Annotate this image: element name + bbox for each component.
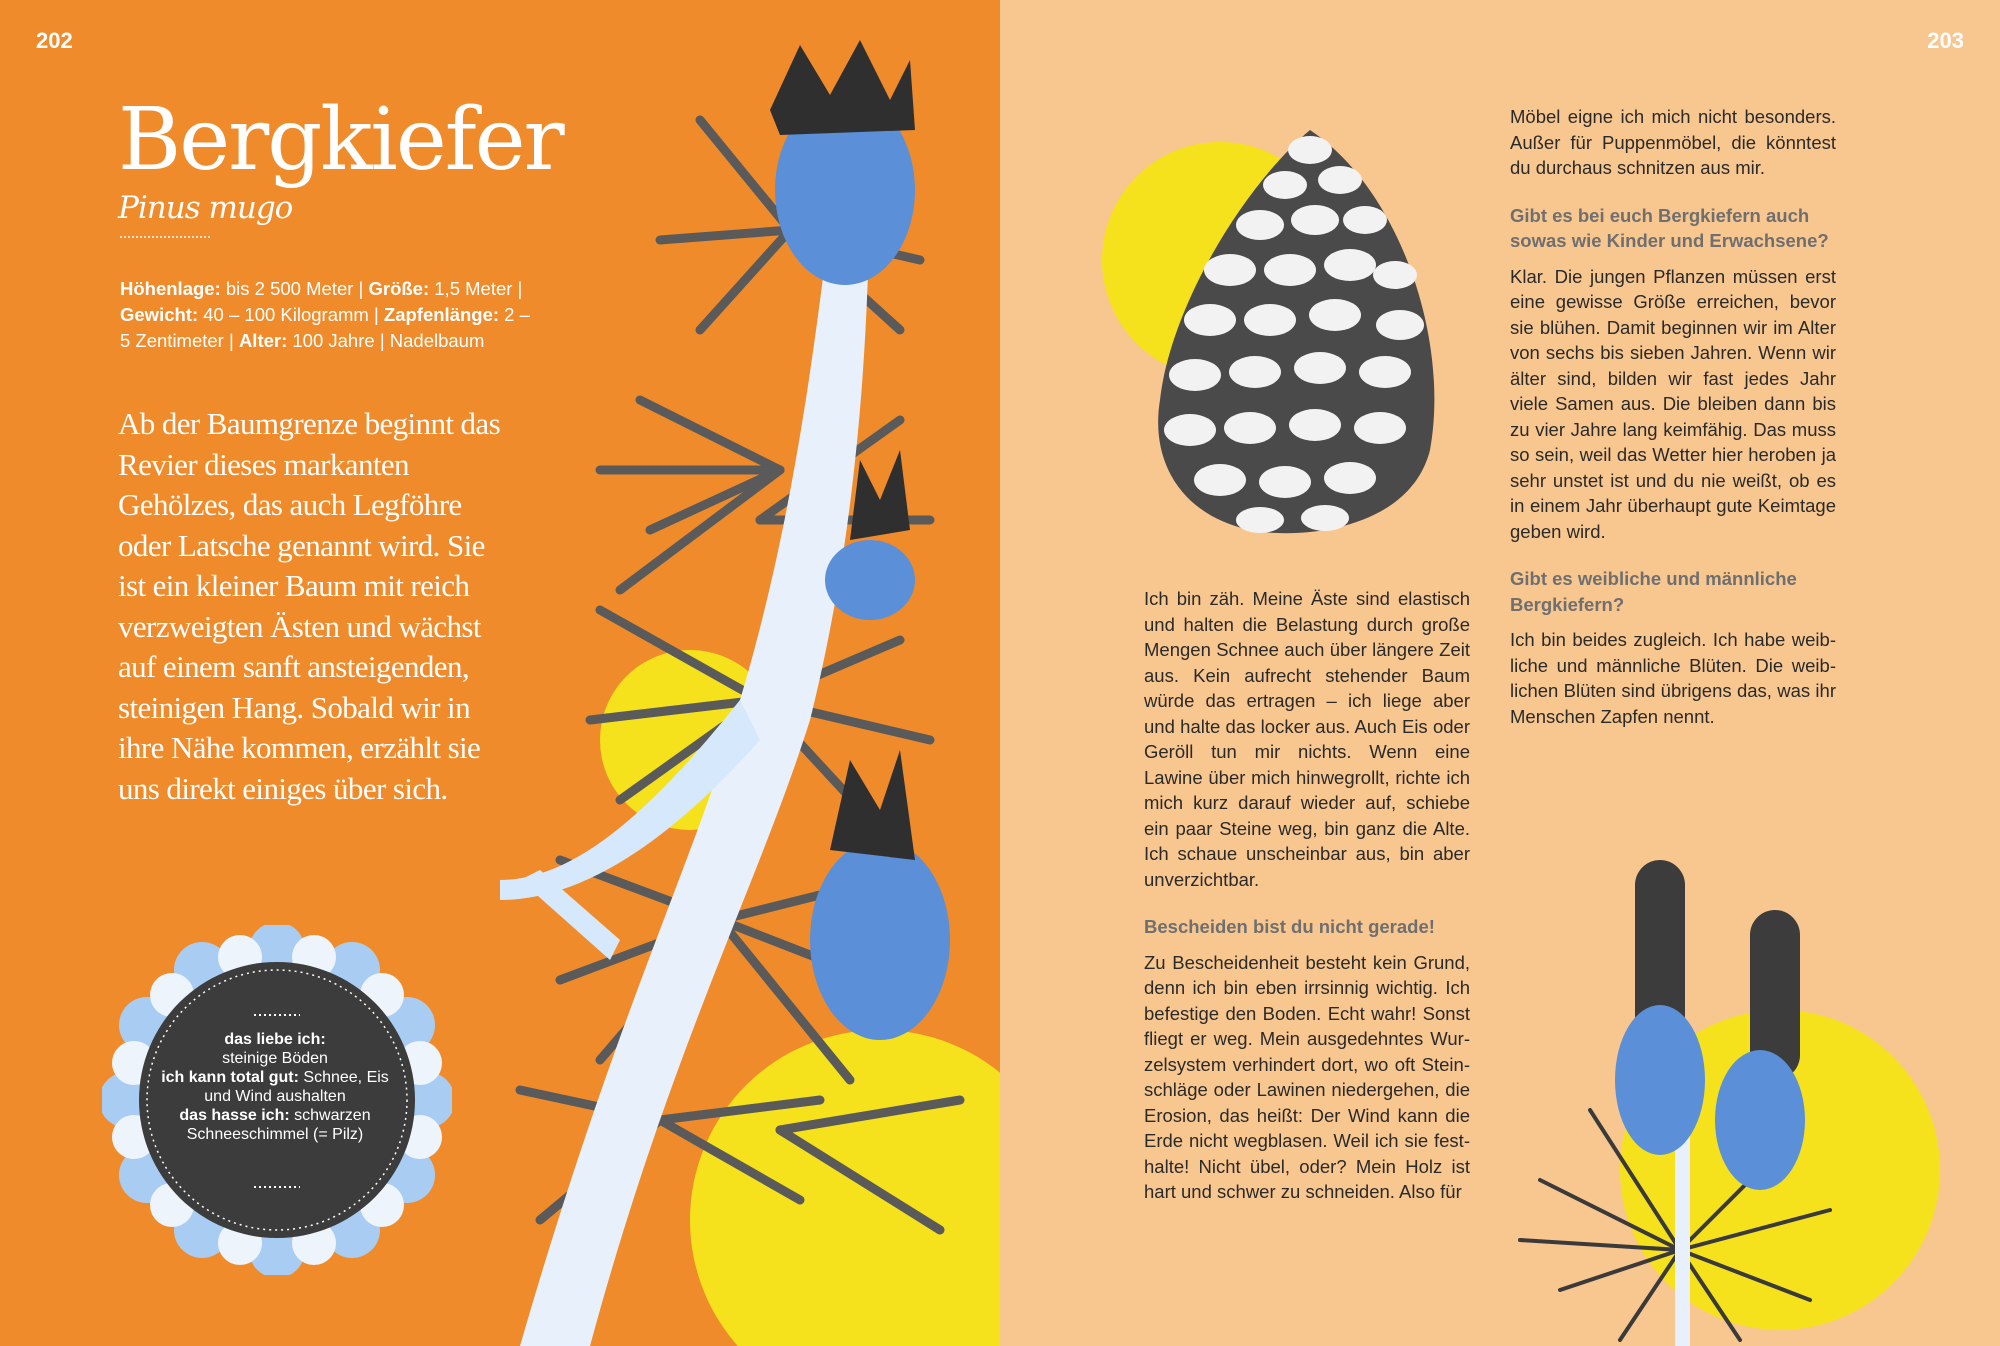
paragraph: Zu Bescheidenheit besteht kein Grund, denn ich bin eben irrsinnig wichtig. Ich befestige den Boden. Echt wahr! Sonst fliegt er weg. Mein ausgedehntes Wurzelsystem verhindert dort, wo oft Steinschläge oder Lawinen niedergehen, die Erosion, das heißt: Der Wind kann die Erde nicht wegblasen. Weil ich sie festhalte! Nicht übel, oder? Mein Holz ist hart und schwer zu schneiden. Also für: [1144, 951, 1470, 1202]
badge-hate-label: das hasse ich:: [179, 1107, 290, 1124]
badge-love-value: steinige Böden: [222, 1050, 328, 1067]
fact-label: Höhenlage:: [120, 278, 221, 299]
question-heading: Bescheiden bist du nicht gerade!: [1144, 916, 1435, 937]
badge-love-label: das liebe ich:: [224, 1031, 326, 1048]
question-heading: Gibt es weibliche und männliche Bergkiefern?: [1510, 568, 1797, 615]
fact-label: Zapfenlänge:: [383, 304, 500, 325]
page-number-left: 202: [36, 28, 73, 53]
latin-name: Pinus mugo: [118, 190, 293, 226]
fact-value: 100 Jahre | Nadelbaum: [287, 330, 485, 351]
facts-box: [120, 276, 530, 354]
question-heading: Gibt es bei euch Bergkiefern auch sowas wie Kinder und Erwachsene?: [1510, 204, 1829, 251]
text-column-1: [1144, 586, 1470, 1227]
badge-hate-value: schwarzen Schneeschimmel (= Pilz): [186, 1107, 371, 1143]
fact-value: 1,5 Meter |: [429, 278, 523, 299]
dotted-divider: [120, 236, 210, 238]
right-page: [1000, 0, 2000, 1346]
fact-value: bis 2 500 Meter |: [220, 278, 369, 299]
paragraph: Ich bin beides zugleich. Ich habe weibliche und männliche Blüten. Die weiblichen Blüten sind übrigens das, was ihr Menschen Zapfen nennt.: [1510, 629, 1836, 727]
paragraph: Klar. Die jungen Pflanzen müssen erst eine gewisse Größe erreichen, bevor sie blühen. Damit beginnen wir im Alter von sechs bis sieben Jahren. Wenn wir älter sind, bilden wir fast jedes Jahr viele Samen aus. Die bleiben dann bis zu vier Jahre lang keimfähig. Das muss so sein, weil das Wetter hier heroben ja sehr unstet ist und du nie weißt, ob es in einem Jahr überhaupt gute Keimtage geben wird.: [1510, 265, 1836, 542]
page-title: Bergkiefer: [118, 90, 563, 190]
paragraph: Ich bin zäh. Meine Äste sind elastisch und halten die Belastung durch große Mengen Schnee auch über längere Zeit aus. Kein aufrecht stehender Baum würde das ertragen – ich liege aber und halte das locker aus. Auch Eis oder Geröll tun mir nichts. Wenn eine Lawine über mich hinwegrollt, richte ich mich kurz darauf wieder auf, schiebe ein paar Steine weg, bin ganz die Alte. Ich schaue unscheinbar aus, bin aber unverzichtbar.: [1144, 588, 1470, 890]
fact-label: Alter:: [238, 330, 288, 351]
paragraph: Möbel eigne ich mich nicht besonders. Außer für Puppenmöbel, die könntest du durchaus schnitzen aus mir.: [1510, 106, 1836, 178]
fact-value: 40 – 100 Kilogramm |: [198, 304, 384, 325]
fact-label: Gewicht:: [120, 304, 199, 325]
page-number-right: 203: [1927, 28, 1964, 53]
fact-value: 2 – 5 Zentimeter |: [120, 304, 530, 351]
text-column-2: [1510, 104, 1836, 751]
young-cones-illustration: [1500, 850, 1980, 1346]
badge-text: [160, 1030, 390, 1144]
pine-cone-illustration: [1100, 110, 1460, 550]
badge-can-value: Schnee, Eis und Wind aushalten: [204, 1069, 389, 1105]
badge-can-label: ich kann total gut:: [161, 1069, 299, 1086]
intro-text: Ab der Baumgrenze beginnt das Revier dieses markanten Gehölzes, das auch Legföhre oder Latsche genannt wird. Sie ist ein kleiner Baum mit reich verzweigten Ästen und wächst auf einem sanft ansteigenden, steinigen Hang. Sobald wir in ihre Nähe kommen, erzählt sie uns direkt einiges über sich.: [118, 406, 501, 806]
fact-label: Größe:: [368, 278, 430, 299]
